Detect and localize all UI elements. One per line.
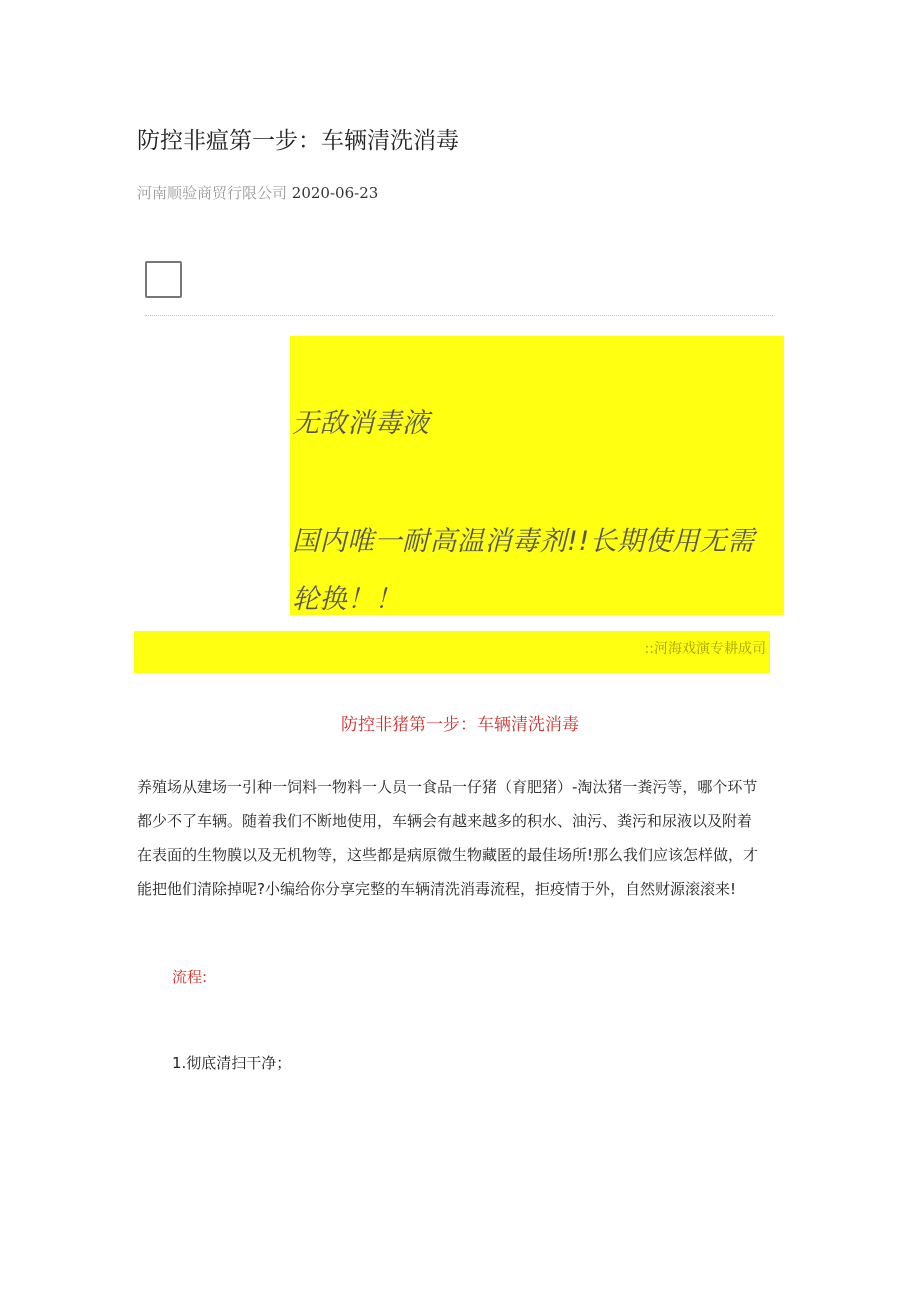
step-item: 1.彻底清扫干净； — [172, 1054, 292, 1072]
strip-company-text: ::河海戏演专耕成司 — [644, 641, 766, 657]
paragraph-line: 能把他们清除掉呢?小编给你分享完整的车辆清洗消毒流程，拒疫情于外，自然财源滚滚来! — [137, 880, 736, 898]
promo-strip — [134, 631, 770, 673]
paragraph-line: 养殖场从建场一引种一饲料一物料一人员一食品一仔猪（育肥猪）-淘汰猪一粪污等，哪个环节 — [137, 778, 758, 796]
publish-date: 2020-06-23 — [291, 184, 379, 202]
banner-slogan-line1: 国内唯一耐高温消毒剂!!长期使用无需 — [292, 526, 755, 557]
flow-label: 流程: — [172, 968, 208, 986]
intro-paragraph — [137, 770, 787, 906]
promo-banner — [290, 336, 784, 615]
paragraph-line: 都少不了车辆。随着我们不断地使用，车辆会有越来越多的积水、油污、粪污和尿液以及附着 — [137, 812, 753, 830]
article-title: 防控非瘟第一步：车辆清洗消毒 — [137, 128, 459, 154]
banner-product-name: 无敌消毒液 — [292, 408, 430, 439]
section-subtitle: 防控非猪第一步：车辆清洗消毒 — [341, 715, 579, 735]
banner-slogan-line2: 轮换！！ — [292, 584, 402, 615]
divider — [145, 315, 773, 316]
source-name[interactable]: 河南顺验商贸行限公司 — [137, 184, 288, 202]
broken-image-icon — [145, 261, 182, 298]
paragraph-line: 在表面的生物膜以及无机物等，这些都是病原微生物藏匿的最佳场所!那么我们应该怎样做，才 — [137, 846, 759, 864]
article-meta — [137, 182, 378, 203]
